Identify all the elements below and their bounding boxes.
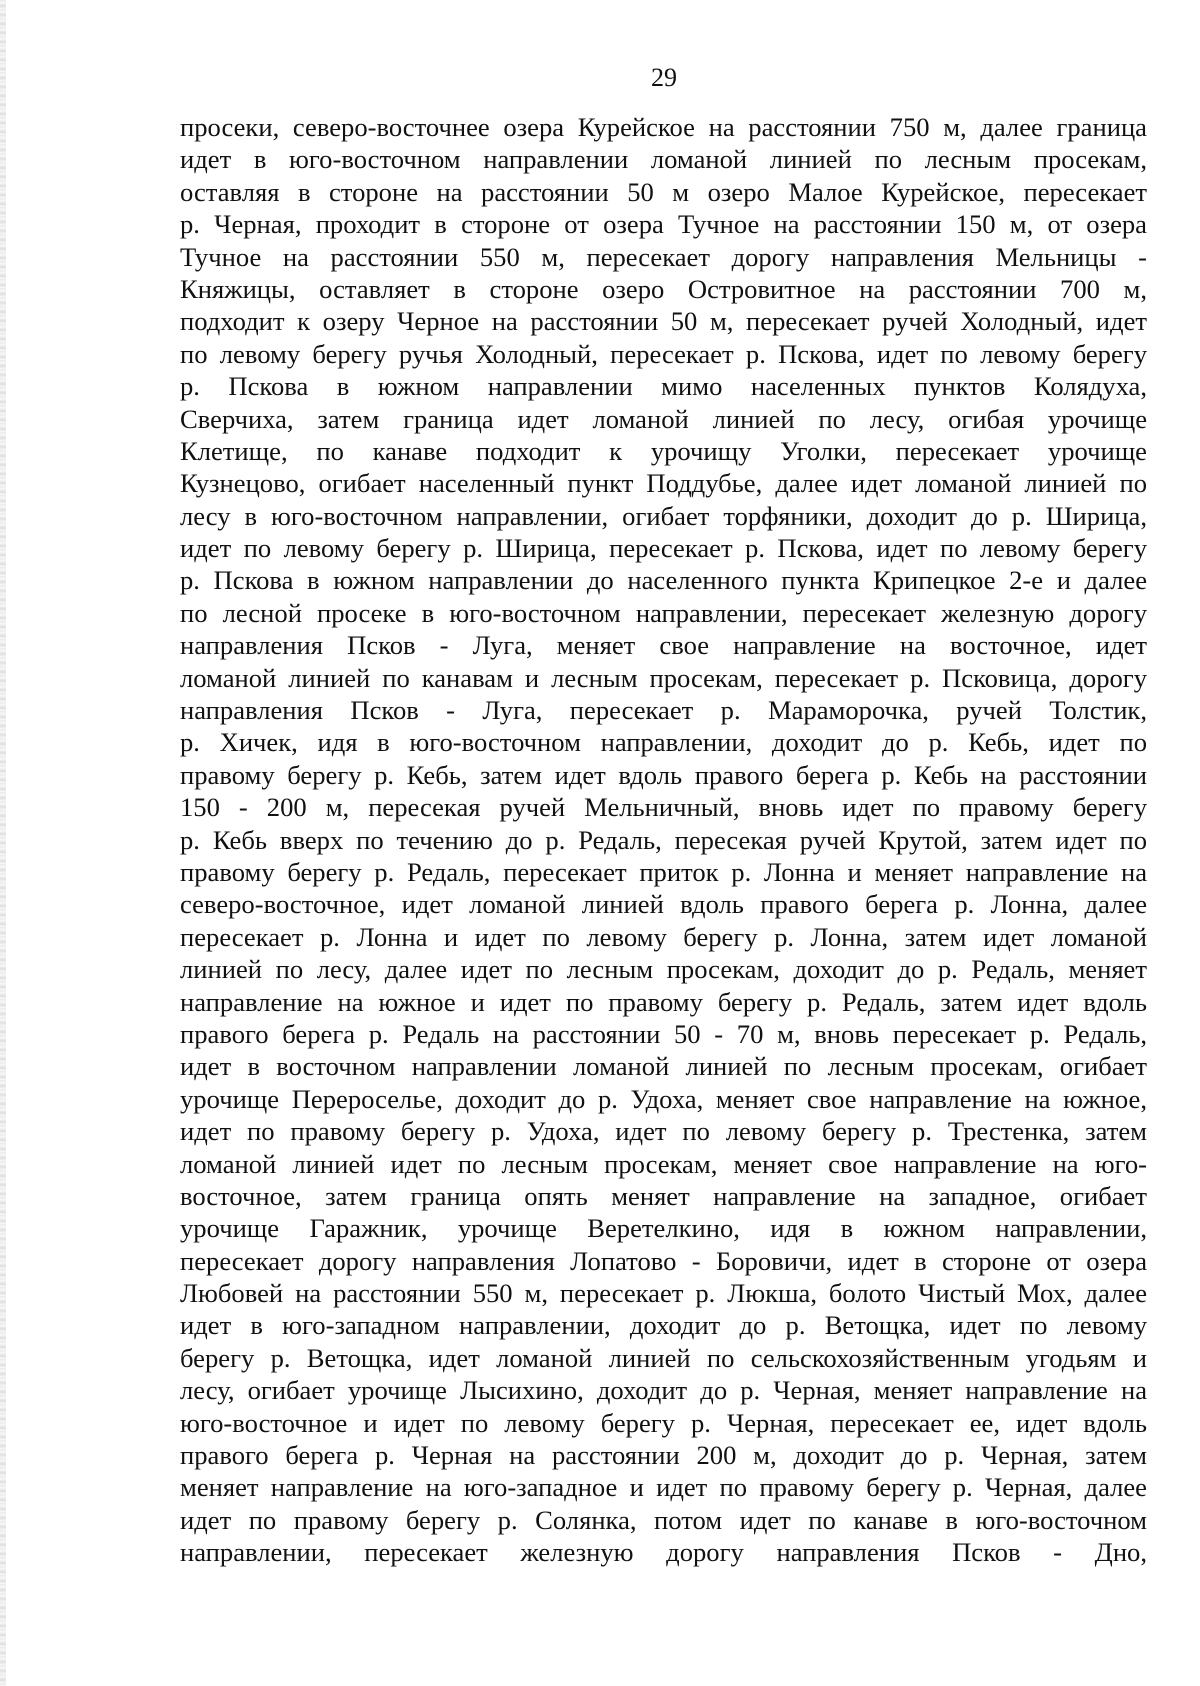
text-line: пересекает дорогу направления Лопатово - Боровичи, идет в стороне от озера (180, 1245, 1147, 1276)
text-line: пересекает р. Лонна и идет по левому берегу р. Лонна, затем идет ломаной (180, 921, 1147, 952)
text-line: р. Пскова в южном направлении мимо населенных пунктов Колядуха, (180, 371, 1147, 402)
page-number: 29 (651, 63, 677, 92)
text-line: Любовей на расстоянии 550 м, пересекает р. Люкша, болото Чистый Мох, далее (180, 1278, 1147, 1309)
body-text (180, 111, 1147, 1569)
text-line: Княжицы, оставляет в стороне озеро Островитное на расстоянии 700 м, (180, 273, 1147, 304)
text-line: Сверчиха, затем граница идет ломаной линией по лесу, огибая урочище (180, 403, 1147, 434)
text-line: лесу, огибает урочище Лысихино, доходит до р. Черная, меняет направление на (180, 1375, 1147, 1406)
text-line: линией по лесу, далее идет по лесным просекам, доходит до р. Редаль, меняет (180, 954, 1147, 985)
text-line: идет в восточном направлении ломаной линией по лесным просекам, огибает (180, 1051, 1147, 1082)
text-line: р. Хичек, идя в юго-восточном направлении, доходит до р. Кебь, идет по (180, 727, 1147, 758)
text-line: просеки, северо-восточнее озера Курейское на расстоянии 750 м, далее граница (180, 112, 1147, 142)
text-line: северо-восточное, идет ломаной линией вдоль правого берега р. Лонна, далее (180, 889, 1147, 920)
text-line: восточное, затем граница опять меняет направление на западное, огибает (180, 1180, 1147, 1211)
text-line: направления Псков - Луга, пересекает р. Мараморочка, ручей Толстик, (180, 695, 1147, 726)
text-line: идет по правому берегу р. Солянка, потом идет по канаве в юго-восточном (180, 1504, 1147, 1535)
text-line: р. Черная, проходит в стороне от озера Тучное на расстоянии 150 м, от озера (180, 209, 1147, 240)
text-line: идет в юго-восточном направлении ломаной линией по лесным просекам, (180, 144, 1147, 175)
text-line: подходит к озеру Черное на расстоянии 50 м, пересекает ручей Холодный, идет (180, 306, 1147, 337)
text-line: меняет направление на юго-западное и идет по правому берегу р. Черная, далее (180, 1472, 1147, 1503)
text-line: идет по правому берегу р. Удоха, идет по левому берегу р. Трестенка, затем (180, 1116, 1147, 1147)
text-line: правому берегу р. Редаль, пересекает приток р. Лонна и меняет направление на (180, 856, 1147, 887)
text-line: правому берегу р. Кебь, затем идет вдоль правого берега р. Кебь на расстоянии (180, 759, 1147, 790)
text-line: Тучное на расстоянии 550 м, пересекает дорогу направления Мельницы - (180, 241, 1147, 272)
text-line: лесу в юго-восточном направлении, огибает торфяники, доходит до р. Ширица, (180, 500, 1147, 531)
text-line: оставляя в стороне на расстоянии 50 м озеро Малое Курейское, пересекает (180, 176, 1147, 207)
text-line: р. Пскова в южном направлении до населенного пункта Крипецкое 2-е и далее (180, 565, 1147, 596)
scan-edge (0, 0, 6, 1686)
text-line: 150 - 200 м, пересекая ручей Мельничный, вновь идет по правому берегу (180, 792, 1147, 823)
text-line: Кузнецово, огибает населенный пункт Поддубье, далее идет ломаной линией по (180, 468, 1147, 499)
text-line: урочище Перероселье, доходит до р. Удоха, меняет свое направление на южное, (180, 1083, 1147, 1114)
text-line: правого берега р. Черная на расстоянии 200 м, доходит до р. Черная, затем (180, 1440, 1147, 1471)
text-line: ломаной линией по канавам и лесным просекам, пересекает р. Псковица, дорогу (180, 662, 1147, 693)
text-line: правого берега р. Редаль на расстоянии 50 - 70 м, вновь пересекает р. Редаль, (180, 1018, 1147, 1049)
text-line: р. Кебь вверх по течению до р. Редаль, пересекая ручей Крутой, затем идет по (180, 824, 1147, 855)
text-line: юго-восточное и идет по левому берегу р. Черная, пересекает ее, идет вдоль (180, 1407, 1147, 1438)
text-line: направлении, пересекает железную дорогу направления Псков - Дно, (180, 1537, 1147, 1568)
text-line: направление на южное и идет по правому берегу р. Редаль, затем идет вдоль (180, 986, 1147, 1017)
text-line: по лесной просеке в юго-восточном направлении, пересекает железную дорогу (180, 597, 1147, 628)
text-line: идет в юго-западном направлении, доходит до р. Ветощка, идет по левому (180, 1310, 1147, 1341)
text-line: направления Псков - Луга, меняет свое направление на восточное, идет (180, 630, 1147, 661)
text-line: ломаной линией идет по лесным просекам, меняет свое направление на юго- (180, 1148, 1147, 1179)
text-line: по левому берегу ручья Холодный, пересекает р. Пскова, идет по левому берегу (180, 338, 1147, 369)
text-line: урочище Гаражник, урочище Веретелкино, идя в южном направлении, (180, 1213, 1147, 1244)
text-line: идет по левому берегу р. Ширица, пересекает р. Пскова, идет по левому берегу (180, 533, 1147, 564)
text-line: берегу р. Ветощка, идет ломаной линией по сельскохозяйственным угодьям и (180, 1342, 1147, 1373)
text-line: Клетище, по канаве подходит к урочищу Уголки, пересекает урочище (180, 435, 1147, 466)
